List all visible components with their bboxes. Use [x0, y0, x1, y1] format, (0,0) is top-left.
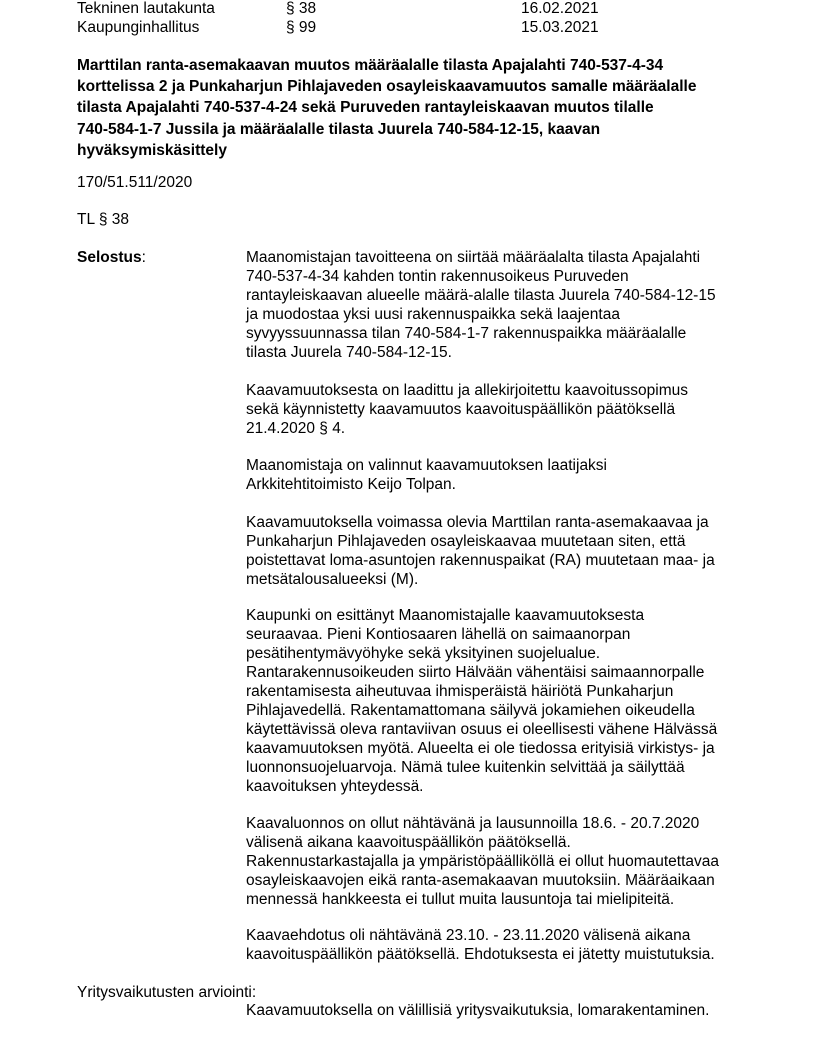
paragraph-line: välisenä aikana kaavoituspäällikön päätöksellä. [246, 834, 571, 851]
paragraph-line: Maanomistajan tavoitteena on siirtää määräalalta tilasta Apajalahti [246, 249, 701, 266]
paragraph-line: tilasta Juurela 740-584-12-15. [246, 344, 452, 361]
selostus-label [77, 248, 146, 267]
business-impact-label: Yritysvaikutusten arviointi: [77, 984, 257, 1001]
paragraph-line: sekä käynnistetty kaavamuutos kaavoituspäällikön päätöksellä [246, 401, 676, 418]
selostus-label-text: Selostus [77, 249, 142, 266]
paragraph-line: pesätihentymävyöhyke sekä yksityinen suojelualue. [246, 645, 601, 662]
meta-body: Kaupunginhallitus [77, 19, 200, 36]
selostus-colon: : [141, 249, 146, 266]
paragraph-line: 740-537-4-34 kahden tontin rakennusoikeus Puruveden [246, 268, 629, 285]
paragraph-7 [246, 926, 746, 964]
paragraph-4 [246, 513, 746, 589]
paragraph-line: osayleiskaavojen eikä ranta-asemakaavan muutoksiin. Määräaikaan [246, 872, 715, 889]
paragraph-line: metsätalousalueeksi (M). [246, 571, 419, 588]
paragraph-line: syvyyssuunnassa tilan 740-584-1-7 rakennuspaikka määräalalle [246, 325, 687, 342]
paragraph-line: Punkaharjun Pihlajaveden osayleiskaavaa muutetaan siten, että [246, 533, 686, 550]
paragraph-line: käytettävissä oleva rantaviivan osuus ei oleellisesti vähene Hälvässä [246, 721, 718, 738]
paragraph-6 [246, 814, 746, 909]
title-line: korttelissa 2 ja Punkaharjun Pihlajaveden osayleiskaavamuutos samalle määräalalle [77, 78, 697, 96]
paragraph-line: Kaavaluonnos on ollut nähtävänä ja lausunnoilla 18.6. - 20.7.2020 [246, 815, 700, 832]
paragraph-line: Pihlajavedellä. Rakentamattomana säilyvä jokamiehen oikeudella [246, 702, 695, 719]
meta-date: 15.03.2021 [521, 19, 599, 36]
document-title [77, 55, 737, 161]
paragraph-line: Rakennustarkastajalla ja ympäristöpäälliköllä ei ollut huomautettavaa [246, 853, 720, 870]
paragraph-3 [246, 456, 746, 494]
paragraph-line: Kaavamuutoksesta on laadittu ja allekirjoitettu kaavoitussopimus [246, 382, 688, 399]
business-impact-text: Kaavamuutoksella on välillisiä yritysvaikutuksia, lomarakentaminen. [246, 1002, 710, 1019]
paragraph-line: rakentamisesta aiheutuvaa ihmisperäistä häiriötä Punkaharjun [246, 683, 674, 700]
diary-number: 170/51.511/2020 [77, 174, 193, 191]
title-line: hyväksymiskäsittely [77, 141, 227, 159]
paragraph-line: Kaavaehdotus oli nähtävänä 23.10. - 23.11.2020 välisenä aikana [246, 927, 691, 944]
paragraph-line: luonnonsuojeluarvoja. Nämä tulee kuitenkin selvittää ja säilyttää [246, 759, 685, 776]
paragraph-2 [246, 381, 746, 438]
paragraph-line: kaavoituksen yhteydessä. [246, 778, 424, 795]
paragraph-line: Kaupunki on esittänyt Maanomistajalle kaavamuutoksesta [246, 607, 645, 624]
paragraph-1 [246, 248, 746, 362]
meta-section: § 38 [286, 0, 317, 17]
title-line: Marttilan ranta-asemakaavan muutos määräalalle tilasta Apajalahti 740-537-4-34 [77, 57, 664, 74]
meta-date: 16.02.2021 [521, 0, 599, 17]
paragraph-line: Kaavamuutoksella voimassa olevia Marttilan ranta-asemakaavaa ja [246, 514, 709, 531]
meta-section: § 99 [286, 19, 317, 36]
title-line: 740-584-1-7 Jussila ja määräalalle tilasta Juurela 740-584-12-15, kaavan [77, 120, 601, 138]
paragraph-line: mennessä hankkeesta ei tullut muita lausuntoja tai mielipiteitä. [246, 891, 675, 908]
paragraph-line: ja muodostaa yksi uusi rakennuspaikka sekä laajentaa [246, 306, 620, 323]
meta-body: Tekninen lautakunta [77, 0, 215, 17]
paragraph-line: Arkkitehtitoimisto Keijo Tolpan. [246, 476, 456, 493]
paragraph-line: 21.4.2020 § 4. [246, 420, 346, 437]
paragraph-line: kaavoituspäällikön päätöksellä. Ehdotuksesta ei jätetty muistutuksia. [246, 946, 715, 963]
reference: TL § 38 [77, 211, 129, 228]
title-line: tilasta Apajalahti 740-537-4-24 sekä Puruveden rantayleiskaavan muutos tilalle [77, 99, 654, 117]
paragraph-line: rantayleiskaavan alueelle määrä-alalle tilasta Juurela 740-584-12-15 [246, 287, 716, 304]
paragraph-line: seuraavaa. Pieni Kontiosaaren lähellä on saimaanorpan [246, 626, 631, 643]
paragraph-line: kaavamuutoksen myötä. Alueelta ei ole tiedossa erityisiä virkistys- ja [246, 740, 715, 757]
paragraph-line: poistettavat loma-asuntojen rakennuspaikat (RA) muutetaan maa- ja [246, 552, 715, 569]
paragraph-line: Maanomistaja on valinnut kaavamuutoksen laatijaksi [246, 457, 608, 474]
paragraph-line: Rantarakennusoikeuden siirto Hälvään vähentäisi saimaannorpalle [246, 664, 705, 681]
paragraph-5 [246, 606, 746, 796]
